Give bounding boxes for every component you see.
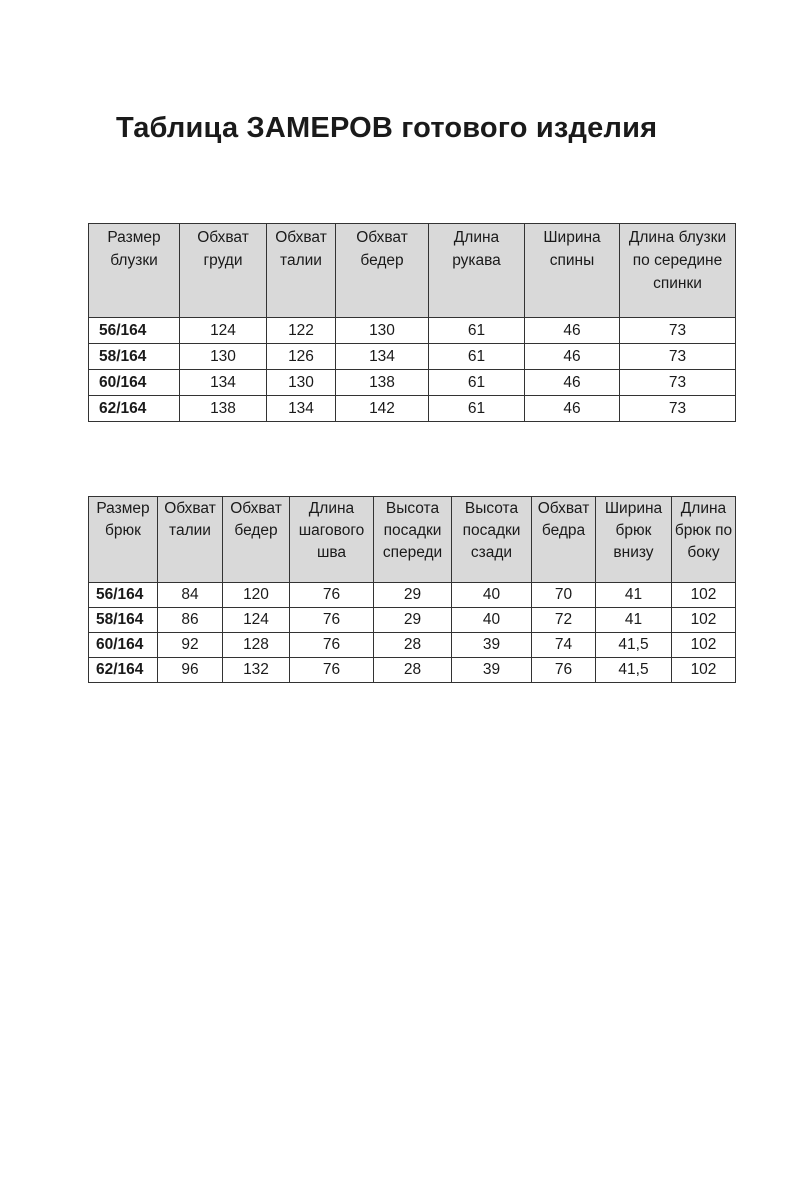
column-header: Длина шагового шва xyxy=(290,497,374,583)
table-cell: 61 xyxy=(429,318,525,344)
table-cell: 130 xyxy=(336,318,429,344)
table-cell: 76 xyxy=(290,633,374,658)
page-title: Таблица ЗАМЕРОВ готового изделия xyxy=(116,112,658,144)
column-header: Ширина спины xyxy=(525,224,620,318)
table-cell: 120 xyxy=(223,583,290,608)
size-cell: 62/164 xyxy=(89,396,180,422)
column-header: Длина блузки по середине спинки xyxy=(620,224,736,318)
column-header: Длина брюк по боку xyxy=(672,497,736,583)
column-header: Обхват талии xyxy=(267,224,336,318)
table-row xyxy=(89,658,736,683)
table-cell: 61 xyxy=(429,370,525,396)
column-header: Обхват груди xyxy=(180,224,267,318)
column-header: Высота посадки сзади xyxy=(452,497,532,583)
size-cell: 58/164 xyxy=(89,608,158,633)
table-cell: 138 xyxy=(336,370,429,396)
table-cell: 102 xyxy=(672,583,736,608)
table-cell: 128 xyxy=(223,633,290,658)
column-header: Обхват бедра xyxy=(532,497,596,583)
table-cell: 138 xyxy=(180,396,267,422)
table-cell: 126 xyxy=(267,344,336,370)
trousers-measurements-table xyxy=(88,496,736,683)
table-cell: 61 xyxy=(429,344,525,370)
table-cell: 29 xyxy=(374,583,452,608)
size-cell: 56/164 xyxy=(89,583,158,608)
size-cell: 58/164 xyxy=(89,344,180,370)
table-cell: 73 xyxy=(620,370,736,396)
column-header: Обхват бедер xyxy=(223,497,290,583)
table-cell: 41,5 xyxy=(596,633,672,658)
table-cell: 134 xyxy=(180,370,267,396)
table-cell: 39 xyxy=(452,633,532,658)
table-cell: 46 xyxy=(525,318,620,344)
table-cell: 70 xyxy=(532,583,596,608)
size-cell: 56/164 xyxy=(89,318,180,344)
table-cell: 96 xyxy=(158,658,223,683)
column-header: Длина рукава xyxy=(429,224,525,318)
table-row xyxy=(89,583,736,608)
table-cell: 76 xyxy=(290,608,374,633)
table-cell: 124 xyxy=(223,608,290,633)
table-row xyxy=(89,633,736,658)
table-cell: 74 xyxy=(532,633,596,658)
table-cell: 41 xyxy=(596,583,672,608)
table-cell: 73 xyxy=(620,344,736,370)
column-header: Обхват бедер xyxy=(336,224,429,318)
table-header-row xyxy=(89,497,736,583)
table-cell: 134 xyxy=(267,396,336,422)
table-cell: 86 xyxy=(158,608,223,633)
table-cell: 84 xyxy=(158,583,223,608)
table-cell: 40 xyxy=(452,583,532,608)
blouse-measurements-table xyxy=(88,223,736,422)
table-row xyxy=(89,396,736,422)
table-cell: 76 xyxy=(532,658,596,683)
table-cell: 61 xyxy=(429,396,525,422)
table-cell: 102 xyxy=(672,633,736,658)
table-cell: 130 xyxy=(267,370,336,396)
table-cell: 134 xyxy=(336,344,429,370)
column-header: Высота посадки спереди xyxy=(374,497,452,583)
table-cell: 28 xyxy=(374,633,452,658)
table-cell: 102 xyxy=(672,608,736,633)
table-cell: 102 xyxy=(672,658,736,683)
table-cell: 72 xyxy=(532,608,596,633)
table-cell: 92 xyxy=(158,633,223,658)
table-row xyxy=(89,370,736,396)
table-cell: 28 xyxy=(374,658,452,683)
column-header: Размер блузки xyxy=(89,224,180,318)
table-cell: 46 xyxy=(525,370,620,396)
table-cell: 40 xyxy=(452,608,532,633)
table-cell: 132 xyxy=(223,658,290,683)
column-header: Обхват талии xyxy=(158,497,223,583)
size-cell: 60/164 xyxy=(89,633,158,658)
table-cell: 124 xyxy=(180,318,267,344)
table-cell: 130 xyxy=(180,344,267,370)
size-cell: 60/164 xyxy=(89,370,180,396)
column-header: Размер брюк xyxy=(89,497,158,583)
table-row xyxy=(89,344,736,370)
table-cell: 39 xyxy=(452,658,532,683)
table-row xyxy=(89,318,736,344)
table-header-row xyxy=(89,224,736,318)
table-cell: 41,5 xyxy=(596,658,672,683)
table-cell: 29 xyxy=(374,608,452,633)
table-cell: 41 xyxy=(596,608,672,633)
column-header: Ширина брюк внизу xyxy=(596,497,672,583)
table-cell: 46 xyxy=(525,396,620,422)
table-row xyxy=(89,608,736,633)
table-cell: 46 xyxy=(525,344,620,370)
size-cell: 62/164 xyxy=(89,658,158,683)
table-cell: 76 xyxy=(290,583,374,608)
table-cell: 76 xyxy=(290,658,374,683)
table-cell: 122 xyxy=(267,318,336,344)
table-cell: 142 xyxy=(336,396,429,422)
table-cell: 73 xyxy=(620,318,736,344)
table-cell: 73 xyxy=(620,396,736,422)
